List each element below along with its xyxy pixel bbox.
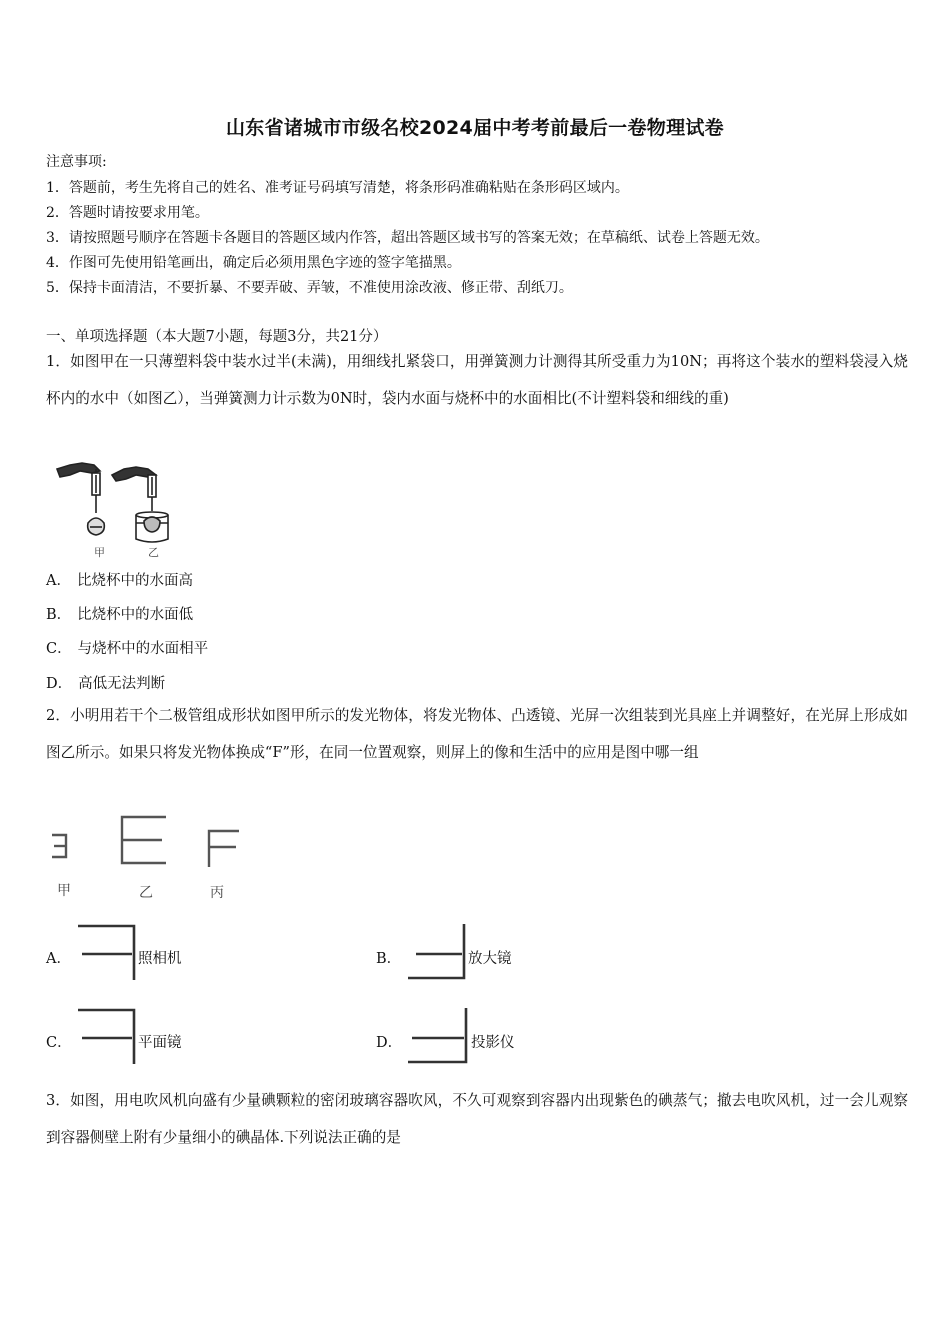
q1-option-c[interactable] bbox=[46, 637, 208, 658]
notice-item: 2．答题时请按要求用笔。 bbox=[46, 205, 209, 221]
figure-jia-shape bbox=[52, 835, 66, 857]
q1-option-a[interactable] bbox=[46, 569, 193, 590]
q2-option-d-label: 投影仪 bbox=[471, 1035, 515, 1051]
option-letter: A． bbox=[46, 951, 71, 967]
option-letter: C． bbox=[46, 1035, 72, 1051]
figure-label-yi: 乙 bbox=[148, 546, 159, 559]
option-text: 比烧杯中的水面高 bbox=[76, 573, 193, 589]
q2-option-d[interactable] bbox=[376, 1031, 402, 1052]
q2-option-c-label: 平面镜 bbox=[138, 1035, 182, 1051]
notice-item: 1．答题前，考生先将自己的姓名、准考证号码填写清楚，将条形码准确粘贴在条形码区域内。 bbox=[46, 180, 629, 196]
option-b-image bbox=[406, 920, 468, 984]
notice-item: 3．请按照题号顺序在答题卡各题目的答题区域内作答，超出答题区域书写的答案无效；在草稿纸、试卷上答题无效。 bbox=[46, 230, 769, 246]
figure-jia-spring-scale bbox=[57, 463, 104, 535]
q1-option-d[interactable] bbox=[46, 672, 165, 693]
figure-label-bing: 丙 bbox=[210, 885, 224, 901]
section-heading: 一、单项选择题（本大题7小题，每题3分，共21分） bbox=[46, 329, 388, 345]
figure-label-jia: 甲 bbox=[94, 546, 105, 559]
notice-item: 5．保持卡面清洁，不要折暴、不要弄破、弄皱，不准使用涂改液、修正带、刮纸刀。 bbox=[46, 280, 573, 296]
figure-label-jia: 甲 bbox=[57, 883, 71, 899]
option-letter: C． bbox=[46, 641, 72, 657]
question-2-text: 2．小明用若干个二极管组成形状如图甲所示的发光物体，将发光物体、凸透镜、光屏一次组装到光具座上并调整好，在光屏上形成如图乙所示。如果只将发光物体换成“F”形，在同一位置观察，则屏上的像和生活中的应用是图中哪一组 bbox=[46, 707, 908, 761]
option-text: 高低无法判断 bbox=[78, 676, 166, 692]
q2-figure bbox=[46, 815, 246, 875]
question-3-text: 3．如图，用电吹风机向盛有少量碘颗粒的密闭玻璃容器吹风，不久可观察到容器内出现紫色的碘蒸气；撤去电吹风机，过一会儿观察到容器侧壁上附有少量细小的碘晶体.下列说法正确的是 bbox=[46, 1092, 908, 1146]
option-letter: D． bbox=[376, 1035, 403, 1051]
figure-yi-spring-scale bbox=[112, 467, 168, 542]
option-c-image bbox=[76, 1004, 138, 1068]
q2-option-b[interactable] bbox=[376, 947, 401, 968]
option-text: 比烧杯中的水面低 bbox=[77, 607, 194, 623]
option-d-image bbox=[406, 1004, 472, 1068]
figure-label-yi: 乙 bbox=[139, 885, 153, 901]
option-letter: A． bbox=[46, 573, 71, 589]
q2-option-c[interactable] bbox=[46, 1031, 72, 1052]
q2-option-a[interactable] bbox=[46, 947, 71, 968]
notice-heading: 注意事项: bbox=[46, 154, 107, 170]
q2-option-b-label: 放大镜 bbox=[468, 951, 512, 967]
page-title: 山东省诸城市市级名校2024届中考考前最后一卷物理试卷 bbox=[226, 117, 724, 139]
notice-item: 4．作图可先使用铅笔画出，确定后必须用黑色字迹的签字笔描黑。 bbox=[46, 255, 461, 271]
q1-figure bbox=[52, 455, 182, 560]
figure-yi-shape bbox=[122, 817, 166, 863]
option-letter: B． bbox=[376, 951, 402, 967]
option-letter: D． bbox=[46, 676, 73, 692]
figure-bing-shape bbox=[209, 831, 239, 867]
option-text: 与烧杯中的水面相平 bbox=[77, 641, 209, 657]
option-a-image bbox=[76, 920, 138, 984]
option-letter: B． bbox=[46, 607, 72, 623]
q2-option-a-label: 照相机 bbox=[138, 951, 182, 967]
q1-option-b[interactable] bbox=[46, 603, 193, 624]
question-1-text: 1．如图甲在一只薄塑料袋中装水过半(未满)，用细线扎紧袋口，用弹簧测力计测得其所受重力为10N；再将这个装水的塑料袋浸入烧杯内的水中（如图乙），当弹簧测力计示数为0N时，袋内水面与烧杯中的水面相比(不计塑料袋和细线的重) bbox=[46, 353, 908, 407]
